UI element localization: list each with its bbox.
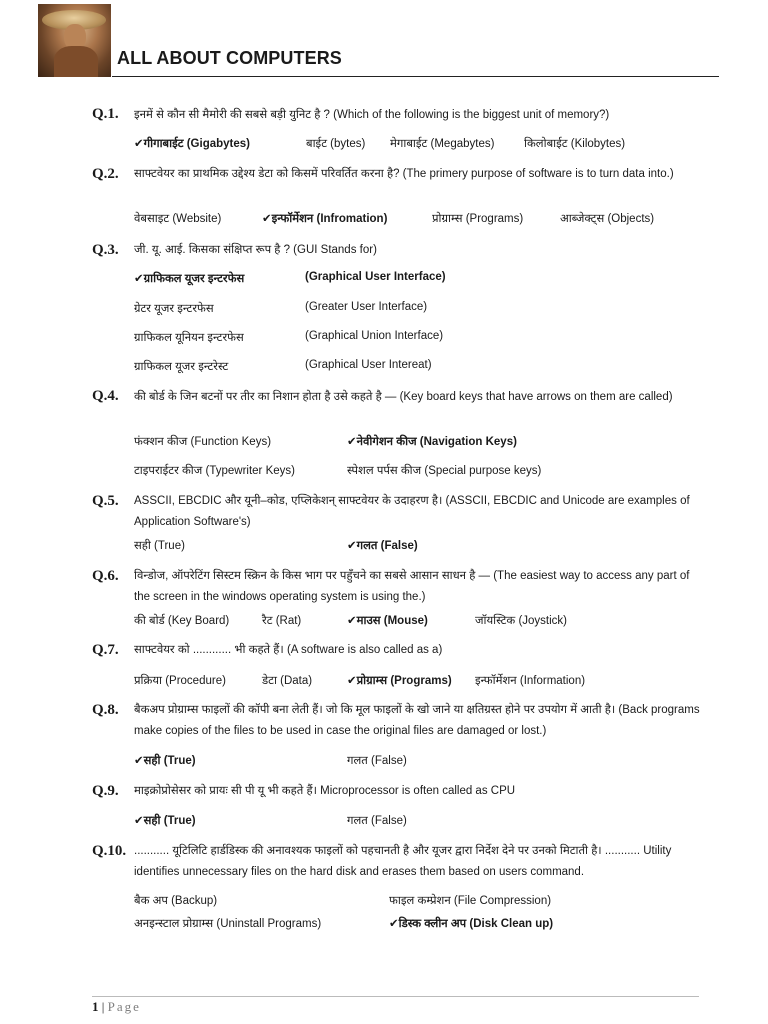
option: गलत (False)	[347, 755, 407, 767]
option: गलत (False)	[347, 815, 407, 827]
option: फाइल कम्प्रेशन (File Compression)	[389, 895, 552, 907]
question-text: जी. यू. आई. किसका संक्षिप्त रूप है ? (GUI Stands for)	[134, 244, 377, 256]
page-label: Page	[107, 999, 141, 1014]
option: इन्फॉर्मेशन (Information)	[475, 675, 586, 687]
header-photo	[38, 4, 111, 77]
footer-divider	[92, 996, 699, 997]
option: आब्जेक्ट्स (Objects)	[560, 213, 655, 225]
page-separator: |	[98, 999, 108, 1014]
option-english: (Graphical Union Interface)	[305, 330, 444, 342]
option-correct: ✔गलत (False)	[347, 540, 418, 552]
option: किलोबाईट (Kilobytes)	[524, 138, 626, 150]
option: अनइन्स्टाल प्रोग्राम्स (Uninstall Programs)	[134, 918, 322, 930]
question-text: ........... यूटिलिटि हार्डडिस्क की अनावश्यक फाइलों को पहचानती है और यूजर द्वारा निर्देश देने पर उनको मिटाती है। ........... Utility identifies unnecessary files on the hard disk and erases them based on users command.	[134, 845, 672, 878]
option: बैक अप (Backup)	[134, 895, 218, 907]
option: बाईट (bytes)	[306, 138, 366, 150]
option-correct-english: (Graphical User Interface)	[305, 271, 446, 283]
option-correct: ✔नेवीगेशन कीज (Navigation Keys)	[347, 436, 517, 448]
option-english: (Greater User Interface)	[305, 301, 428, 313]
question-text: साफ्टवेयर का प्राथमिक उद्देश्य डेटा को किसमें परिवर्तित करना है? (The primery purpose of software is to turn data into.)	[134, 168, 674, 180]
question-text: विन्डोज, ऑपरेटिंग सिस्टम स्क्रिन के किस भाग पर पहुँचने का सबसे आसान साधन है — (The easiest way to access any part of the screen in the windows operating system is using the.)	[134, 570, 690, 603]
question-text: इनमें से कौन सी मैमोरी की सबसे बड़ी युनिट है ? (Which of the following is the biggest unit of memory?)	[134, 109, 610, 121]
option-correct: ✔गीगाबाईट (Gigabytes)	[134, 138, 250, 150]
option: ग्राफिकल यूनियन इन्टरफेस	[134, 332, 244, 344]
option-correct: ✔इन्फॉर्मेशन (Infromation)	[262, 213, 388, 225]
question-number: Q.4.	[92, 388, 119, 404]
option: की बोर्ड (Key Board)	[134, 615, 230, 627]
question-text: माइक्रोप्रोसेसर को प्रायः सी पी यू भी कहते हैं। Microprocessor is often called as CPU	[134, 785, 516, 797]
option: जॉयस्टिक (Joystick)	[475, 615, 568, 627]
question-number: Q.2.	[92, 166, 119, 182]
option: फंक्शन कीज (Function Keys)	[134, 436, 272, 448]
option: स्पेशल पर्पस कीज (Special purpose keys)	[347, 465, 542, 477]
question-text: बैकअप प्रोग्राम्स फाइलों की कॉपी बना लेती हैं। जो कि मूल फाइलों के खो जाने या क्षतिग्रस्त होने पर उपयोग में आती है। (Back programs make copies of the files to be used in case the original files are damaged or lost.)	[134, 704, 700, 737]
page-footer	[92, 999, 141, 1015]
page-number: 1	[92, 999, 99, 1014]
question-text: ASSCII, EBCDIC और यूनी–कोड, एप्लिकेशन् साफ्टवेयर के उदाहरण है। (ASSCII, EBCDIC and Unicode are examples of Application Software's)	[134, 495, 690, 528]
photo-body-shape	[54, 46, 98, 77]
option-correct: ✔सही (True)	[134, 815, 196, 827]
option-correct: ✔प्रोग्राम्स (Programs)	[347, 675, 452, 687]
page-title: ALL ABOUT COMPUTERS	[117, 48, 342, 68]
option-correct: ✔सही (True)	[134, 755, 196, 767]
question-number: Q.3.	[92, 242, 119, 258]
header-divider	[112, 76, 719, 77]
question-text: की बोर्ड के जिन बटनों पर तीर का निशान होता है उसे कहते है — (Key board keys that have arrows on them are called)	[134, 391, 673, 403]
question-number: Q.9.	[92, 783, 119, 799]
question-number: Q.1.	[92, 106, 119, 122]
option-correct: ✔डिस्क क्लीन अप (Disk Clean up)	[389, 918, 554, 930]
option: मेगाबाईट (Megabytes)	[390, 138, 495, 150]
option: ग्राफिकल यूजर इन्टरेस्ट	[134, 361, 229, 373]
option: रैट (Rat)	[262, 615, 302, 627]
question-number: Q.10.	[92, 843, 127, 859]
question-number: Q.6.	[92, 568, 119, 584]
option: प्रोग्राम्स (Programs)	[432, 213, 524, 225]
option: सही (True)	[134, 540, 185, 552]
option: डेटा (Data)	[262, 675, 313, 687]
option-english: (Graphical User Intereat)	[305, 359, 432, 371]
option: ग्रेटर यूजर इन्टरफेस	[134, 303, 214, 315]
question-number: Q.7.	[92, 642, 119, 658]
option-correct: ✔माउस (Mouse)	[347, 615, 428, 627]
option: टाइपराईटर कीज (Typewriter Keys)	[134, 465, 295, 477]
question-number: Q.5.	[92, 493, 119, 509]
question-text: साफ्टवेयर को ............ भी कहते हैं। (A software is also called as a)	[134, 644, 443, 656]
option: प्रक्रिया (Procedure)	[134, 675, 226, 687]
option: वेबसाइट (Website)	[134, 213, 222, 225]
question-number: Q.8.	[92, 702, 119, 718]
option-correct: ✔ग्राफिकल यूजर इन्टरफेस	[134, 273, 245, 285]
